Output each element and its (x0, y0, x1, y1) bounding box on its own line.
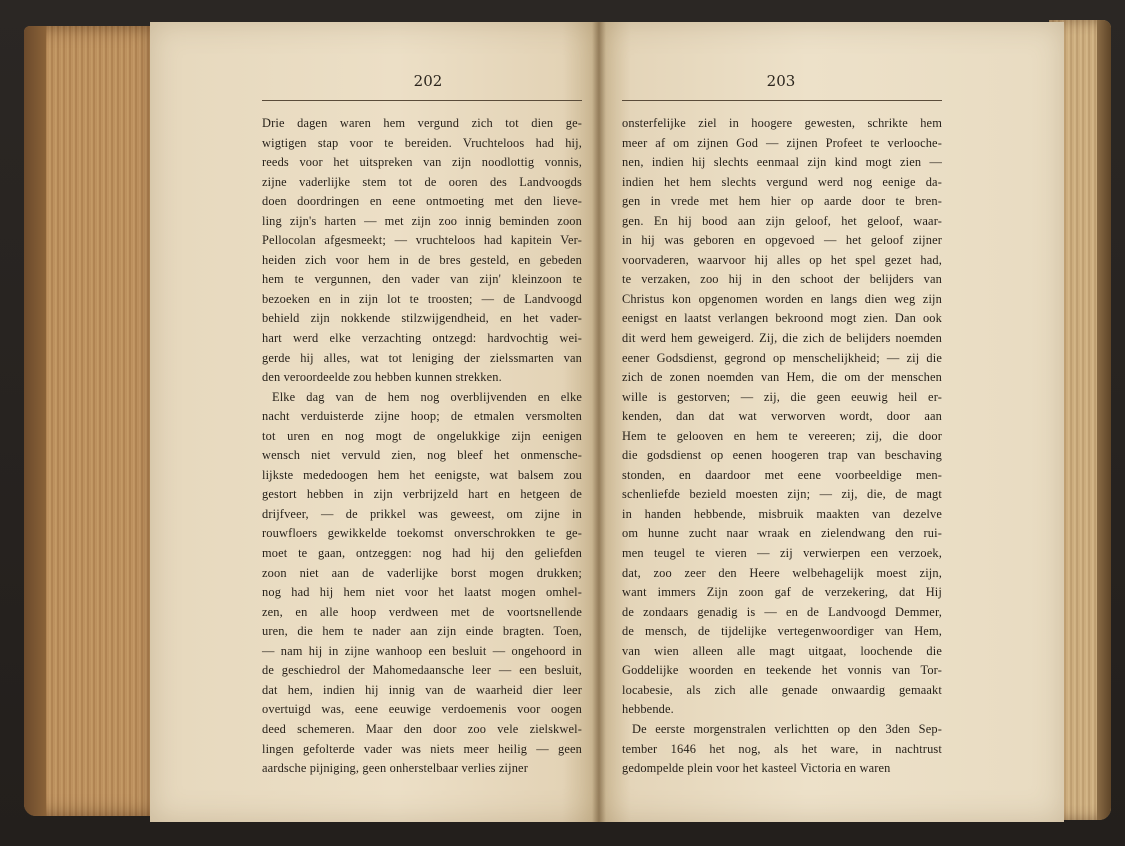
left-text-line: gerde hij alles, wat tot leniging der zielssmarten van (262, 350, 582, 365)
left-text-line: moet te gaan, ontzeggen: nog had hij den geliefden (262, 546, 582, 561)
left-text-line: behield zijn nokkende stilzwijgendheid, en het vader- (262, 311, 582, 326)
left-page-number: 202 (413, 72, 443, 90)
left-text-line: Elke dag van de hem nog overblijvenden en elke (272, 389, 582, 404)
left-text-line: rouwfloers gewikkelde toekomst onverschrokken te ge- (262, 526, 582, 541)
right-text-line: want immers Zijn zoon gaf de verzekering, dat Hij (622, 585, 942, 600)
left-text-line: zen, en alle hoop verdween met de voortsnellende (262, 604, 582, 619)
right-text-line: in hij was geboren en opgevoed — het geloof zijner (622, 233, 942, 248)
right-text-line: de mensch, de tijdelijke vertegenwoordiger van Hem, (622, 624, 942, 639)
right-text-line: wille is gestorven; — zij, die geen eeuwig heil er- (622, 389, 942, 404)
right-text-line: stonden, en daardoor met eene voorbeeldige men- (622, 467, 942, 482)
left-text-line: drijfveer, — de prikkel was geweest, om zijne in (262, 506, 582, 521)
left-text-line: reeds voor het uitspreken van zijn noodlottig vonnis, (262, 155, 582, 170)
right-text-line: dat, zoo zeer den Heere welbehagelijk moest zijn, (622, 565, 942, 580)
left-text-line: wigtigen stap voor te bereiden. Vruchteloos had hij, (262, 135, 582, 150)
right-text-line: in handen hebbende, misbruik maakten van dezelve (622, 506, 942, 521)
right-text-line: onsterfelijke ziel in hoogere gewesten, schrikte hem (622, 116, 942, 130)
right-text-line: om hunne zucht naar wraak en zielendwang den rui- (622, 526, 942, 541)
right-text-line: van wien alleen alle magt uitgaat, loochende die (622, 643, 942, 658)
right-body-text (622, 114, 942, 779)
right-text-line: te verzaken, zoo hij in den schoot der belijders van (622, 272, 942, 287)
right-header-rule (622, 100, 942, 101)
right-text-line: hebbende. (622, 702, 674, 717)
left-text-line: zoon niet aan de vaderlijke borst mogen drukken; (262, 565, 582, 580)
right-page (598, 22, 1064, 822)
right-text-line: die godsdienst op eenen hoogeren trap van beschaving (622, 448, 942, 463)
right-text-line: locabesie, als zich alle genade onwaardig gemaakt (622, 682, 942, 697)
left-body-text (262, 114, 582, 779)
right-text-line: tember 1646 het nog, als het ware, in nachtrust (622, 741, 942, 756)
left-text-line: bezoeken en in zijn lot te troosten; — de Landvoogd (262, 291, 582, 306)
left-text-line: nacht verduisterde zijne hoop; de etmalen versmolten (262, 409, 582, 424)
right-page-number: 203 (766, 72, 796, 90)
right-text-line: de zondaars genadig is — en de Landvoogd Demmer, (622, 604, 942, 619)
right-text-line: eener Godsdienst, gegrond op menschelijkheid; — zij die (622, 350, 942, 365)
right-text-line: gedompelde plein voor het kasteel Victoria en waren (622, 761, 891, 776)
left-text-line: Drie dagen waren hem vergund zich tot dien ge- (262, 116, 582, 130)
left-text-line: deed schemeren. Maar den door zoo vele zielskwel- (262, 721, 582, 736)
left-text-line: wensch niet vervuld zien, nog bleef het onmensche- (262, 448, 582, 463)
left-text-line: uren, die hem te nader aan zijn einde bragten. Toen, (262, 624, 582, 639)
right-text-line: schenliefde bezield moesten zijn; — zij, die, de magt (622, 487, 942, 502)
left-text-line: hem te vergunnen, den vader van zijn' kleinzoon te (262, 272, 582, 287)
right-text-line: meer af om zijnen God — zijnen Profeet te verlooche- (622, 135, 942, 150)
book-gutter (592, 22, 606, 822)
right-text-line: dit werd hem geweigerd. Zij, die zich de belijders noemden (622, 331, 942, 346)
right-text-line: voorvaderen, waarvoor hij alles op het spel gezet had, (622, 252, 942, 267)
right-text-line: men teugel te vieren — zij verwierpen een verzoek, (622, 546, 942, 561)
left-text-line: lijkste mededoogen hem het eenigste, wat balsem zou (262, 467, 582, 482)
left-header-rule (262, 100, 582, 101)
right-text-line: gen in vrede met hem hier op aarde door te bren- (622, 194, 942, 209)
left-text-line: — nam hij in zijne wanhoop een besluit — ongehoord in (262, 643, 582, 658)
left-text-line: dat hem, indien hij innig van de waarheid dier leer (262, 682, 582, 697)
left-cover-edge (24, 26, 46, 816)
left-text-line: doen doordringen en eene ontmoeting met den lieve- (262, 194, 582, 209)
right-text-line: Christus kon opgenomen worden en langs dien weg zijn (622, 291, 942, 306)
left-text-line: Pellocolan afgesmeekt; — vruchteloos had kapitein Ver- (262, 233, 582, 248)
left-text-line: zijne vaderlijke stem tot de ooren des Landvoogds (262, 174, 582, 189)
right-text-line: zich de zonen noemden van Hem, die om der menschen (622, 370, 942, 385)
left-text-line: de geschiedrol der Mahomedaansche leer — een besluit, (262, 663, 582, 678)
right-text-line: Goddelijke woorden en teekende het vonnis van Tor- (622, 663, 942, 678)
left-text-line: aardsche pijniging, geen onherstelbaar verlies zijner (262, 761, 528, 776)
right-text-line: Hem te gelooven en hem te vereeren; zij, die door (622, 428, 942, 443)
right-text-line: De eerste morgenstralen verlichtten op den 3den Sep- (632, 721, 942, 736)
left-text-line: overtuigd was, eene eeuwige verdoemenis voor oogen (262, 702, 582, 717)
left-text-line: gestort hebben in zijn verbrijzeld hart en hetgeen de (262, 487, 582, 502)
right-text-line: kenden, dan dat wat verworven wordt, door aan (622, 409, 942, 424)
left-text-line: tot uren en nog mogt de ongelukkige zijn eenigen (262, 428, 582, 443)
left-text-line: ling zijn's harten — met zijn zoo innig beminden zoon (262, 213, 582, 228)
left-text-line: heiden zich voor hem in de bres gesteld, en gebeden (262, 252, 582, 267)
right-text-line: nen, indien hij slechts eenmaal zijn kind mogt zien — (622, 155, 942, 170)
left-text-line: lingen gefolterde vader was niets meer heilig — geen (262, 741, 582, 756)
left-text-line: nog had hij hem niet voor het laatst mogen omhel- (262, 585, 582, 600)
right-text-line: eenigst en laatst verlangen bekroond mogt zien. Dan ook (622, 311, 942, 326)
right-text-line: gen. En hij bood aan zijn geloof, het geloof, waar- (622, 213, 942, 228)
left-page (150, 22, 598, 822)
left-text-line: den veroordeelde zou hebben kunnen strekken. (262, 370, 502, 385)
right-cover-edge (1097, 20, 1111, 820)
left-text-line: hart werd elke verzachting ontzegd: hardvochtig wei- (262, 331, 582, 346)
right-text-line: indien het hem slechts vergund werd nog eenige da- (622, 174, 942, 189)
